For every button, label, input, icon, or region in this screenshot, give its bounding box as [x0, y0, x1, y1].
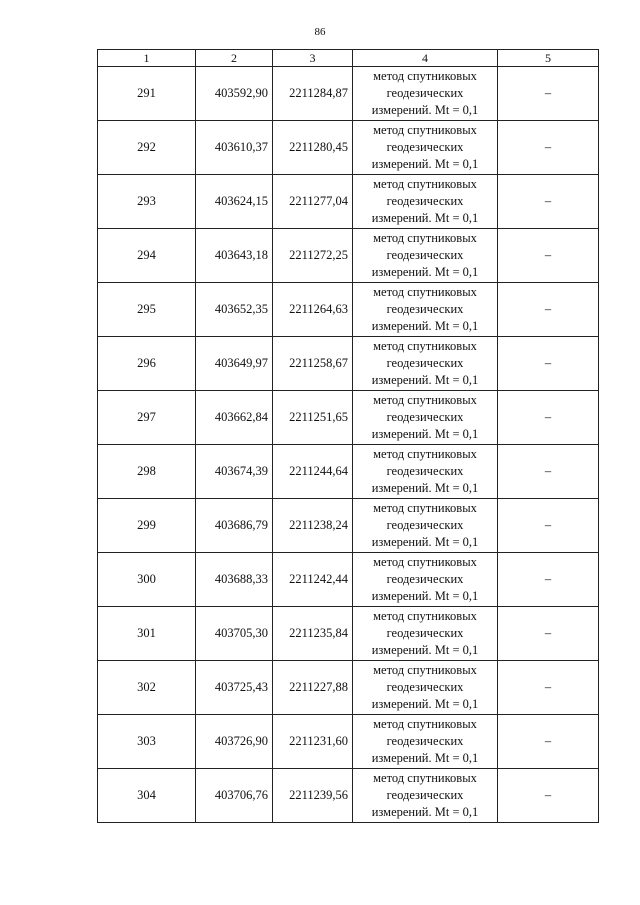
column-header-1: 1 [98, 50, 196, 67]
method-text-line: геодезических [386, 248, 464, 262]
column-header-5: 5 [498, 50, 599, 67]
method-cell [353, 391, 498, 445]
y-coordinate-cell: 2211277,04 [273, 175, 353, 229]
note-cell: – [498, 607, 599, 661]
x-coordinate-cell: 403610,37 [196, 121, 273, 175]
y-coordinate-cell: 2211227,88 [273, 661, 353, 715]
y-coordinate-cell: 2211231,60 [273, 715, 353, 769]
method-text-line: метод спутниковых [373, 501, 477, 515]
method-text-line: измерений. Mt = 0,1 [371, 589, 479, 603]
method-text-line: измерений. Mt = 0,1 [371, 157, 479, 171]
method-text-line: измерений. Mt = 0,1 [371, 373, 479, 387]
x-coordinate-cell: 403706,76 [196, 769, 273, 823]
point-number-cell: 294 [98, 229, 196, 283]
table-row [98, 175, 599, 229]
y-coordinate-cell: 2211280,45 [273, 121, 353, 175]
method-text-line: измерений. Mt = 0,1 [371, 319, 479, 333]
y-coordinate-cell: 2211258,67 [273, 337, 353, 391]
method-text-line: метод спутниковых [373, 393, 477, 407]
table-row [98, 283, 599, 337]
method-text-line: измерений. Mt = 0,1 [371, 805, 479, 819]
point-number-cell: 293 [98, 175, 196, 229]
x-coordinate-cell: 403662,84 [196, 391, 273, 445]
method-cell [353, 499, 498, 553]
method-text-line: метод спутниковых [373, 663, 477, 677]
table-row [98, 337, 599, 391]
note-cell: – [498, 661, 599, 715]
column-header-2: 2 [196, 50, 273, 67]
note-cell: – [498, 715, 599, 769]
method-cell [353, 661, 498, 715]
method-text-line: геодезических [386, 302, 464, 316]
y-coordinate-cell: 2211264,63 [273, 283, 353, 337]
method-text-line: геодезических [386, 788, 464, 802]
y-coordinate-cell: 2211251,65 [273, 391, 353, 445]
method-text-line: метод спутниковых [373, 717, 477, 731]
point-number-cell: 295 [98, 283, 196, 337]
method-text-line: измерений. Mt = 0,1 [371, 481, 479, 495]
point-number-cell: 292 [98, 121, 196, 175]
method-cell [353, 121, 498, 175]
note-cell: – [498, 283, 599, 337]
x-coordinate-cell: 403726,90 [196, 715, 273, 769]
point-number-cell: 296 [98, 337, 196, 391]
note-cell: – [498, 229, 599, 283]
note-cell: – [498, 769, 599, 823]
method-cell [353, 229, 498, 283]
point-number-cell: 297 [98, 391, 196, 445]
method-text-line: геодезических [386, 734, 464, 748]
point-number-cell: 302 [98, 661, 196, 715]
y-coordinate-cell: 2211284,87 [273, 67, 353, 121]
method-text-line: геодезических [386, 680, 464, 694]
method-text-line: геодезических [386, 194, 464, 208]
table-row [98, 121, 599, 175]
method-text-line: измерений. Mt = 0,1 [371, 427, 479, 441]
table-row [98, 715, 599, 769]
note-cell: – [498, 121, 599, 175]
point-number-cell: 300 [98, 553, 196, 607]
y-coordinate-cell: 2211272,25 [273, 229, 353, 283]
note-cell: – [498, 391, 599, 445]
point-number-cell: 303 [98, 715, 196, 769]
table-row [98, 67, 599, 121]
method-text-line: геодезических [386, 410, 464, 424]
method-cell [353, 769, 498, 823]
method-text-line: геодезических [386, 626, 464, 640]
method-text-line: геодезических [386, 572, 464, 586]
method-cell [353, 607, 498, 661]
y-coordinate-cell: 2211244,64 [273, 445, 353, 499]
note-cell: – [498, 337, 599, 391]
x-coordinate-cell: 403643,18 [196, 229, 273, 283]
method-cell [353, 553, 498, 607]
x-coordinate-cell: 403725,43 [196, 661, 273, 715]
method-text-line: геодезических [386, 464, 464, 478]
point-number-cell: 301 [98, 607, 196, 661]
table-row [98, 391, 599, 445]
point-number-cell: 299 [98, 499, 196, 553]
method-text-line: измерений. Mt = 0,1 [371, 697, 479, 711]
x-coordinate-cell: 403686,79 [196, 499, 273, 553]
point-number-cell: 291 [98, 67, 196, 121]
table-row [98, 607, 599, 661]
method-cell [353, 445, 498, 499]
y-coordinate-cell: 2211235,84 [273, 607, 353, 661]
method-text-line: метод спутниковых [373, 231, 477, 245]
method-text-line: метод спутниковых [373, 555, 477, 569]
column-header-3: 3 [273, 50, 353, 67]
x-coordinate-cell: 403705,30 [196, 607, 273, 661]
y-coordinate-cell: 2211238,24 [273, 499, 353, 553]
method-text-line: метод спутниковых [373, 447, 477, 461]
method-text-line: метод спутниковых [373, 69, 477, 83]
page-number: 86 [314, 26, 326, 38]
method-text-line: измерений. Mt = 0,1 [371, 103, 479, 117]
table-row [98, 769, 599, 823]
method-text-line: метод спутниковых [373, 771, 477, 785]
method-cell [353, 67, 498, 121]
method-cell [353, 175, 498, 229]
coordinates-table [97, 49, 599, 823]
x-coordinate-cell: 403688,33 [196, 553, 273, 607]
column-header-4: 4 [353, 50, 498, 67]
x-coordinate-cell: 403652,35 [196, 283, 273, 337]
note-cell: – [498, 175, 599, 229]
note-cell: – [498, 553, 599, 607]
method-text-line: метод спутниковых [373, 609, 477, 623]
table-row [98, 229, 599, 283]
y-coordinate-cell: 2211239,56 [273, 769, 353, 823]
method-text-line: геодезических [386, 356, 464, 370]
method-text-line: измерений. Mt = 0,1 [371, 751, 479, 765]
x-coordinate-cell: 403592,90 [196, 67, 273, 121]
method-text-line: измерений. Mt = 0,1 [371, 643, 479, 657]
method-cell [353, 715, 498, 769]
table-row [98, 661, 599, 715]
method-text-line: измерений. Mt = 0,1 [371, 211, 479, 225]
method-text-line: метод спутниковых [373, 123, 477, 137]
table-header-row [98, 50, 599, 67]
y-coordinate-cell: 2211242,44 [273, 553, 353, 607]
x-coordinate-cell: 403624,15 [196, 175, 273, 229]
method-text-line: измерений. Mt = 0,1 [371, 535, 479, 549]
method-cell [353, 337, 498, 391]
method-text-line: геодезических [386, 140, 464, 154]
point-number-cell: 304 [98, 769, 196, 823]
note-cell: – [498, 499, 599, 553]
method-text-line: геодезических [386, 86, 464, 100]
method-text-line: метод спутниковых [373, 177, 477, 191]
x-coordinate-cell: 403674,39 [196, 445, 273, 499]
method-text-line: геодезических [386, 518, 464, 532]
table-row [98, 445, 599, 499]
method-text-line: метод спутниковых [373, 285, 477, 299]
table-row [98, 499, 599, 553]
point-number-cell: 298 [98, 445, 196, 499]
table-row [98, 553, 599, 607]
note-cell: – [498, 445, 599, 499]
method-text-line: измерений. Mt = 0,1 [371, 265, 479, 279]
x-coordinate-cell: 403649,97 [196, 337, 273, 391]
method-text-line: метод спутниковых [373, 339, 477, 353]
note-cell: – [498, 67, 599, 121]
method-cell [353, 283, 498, 337]
